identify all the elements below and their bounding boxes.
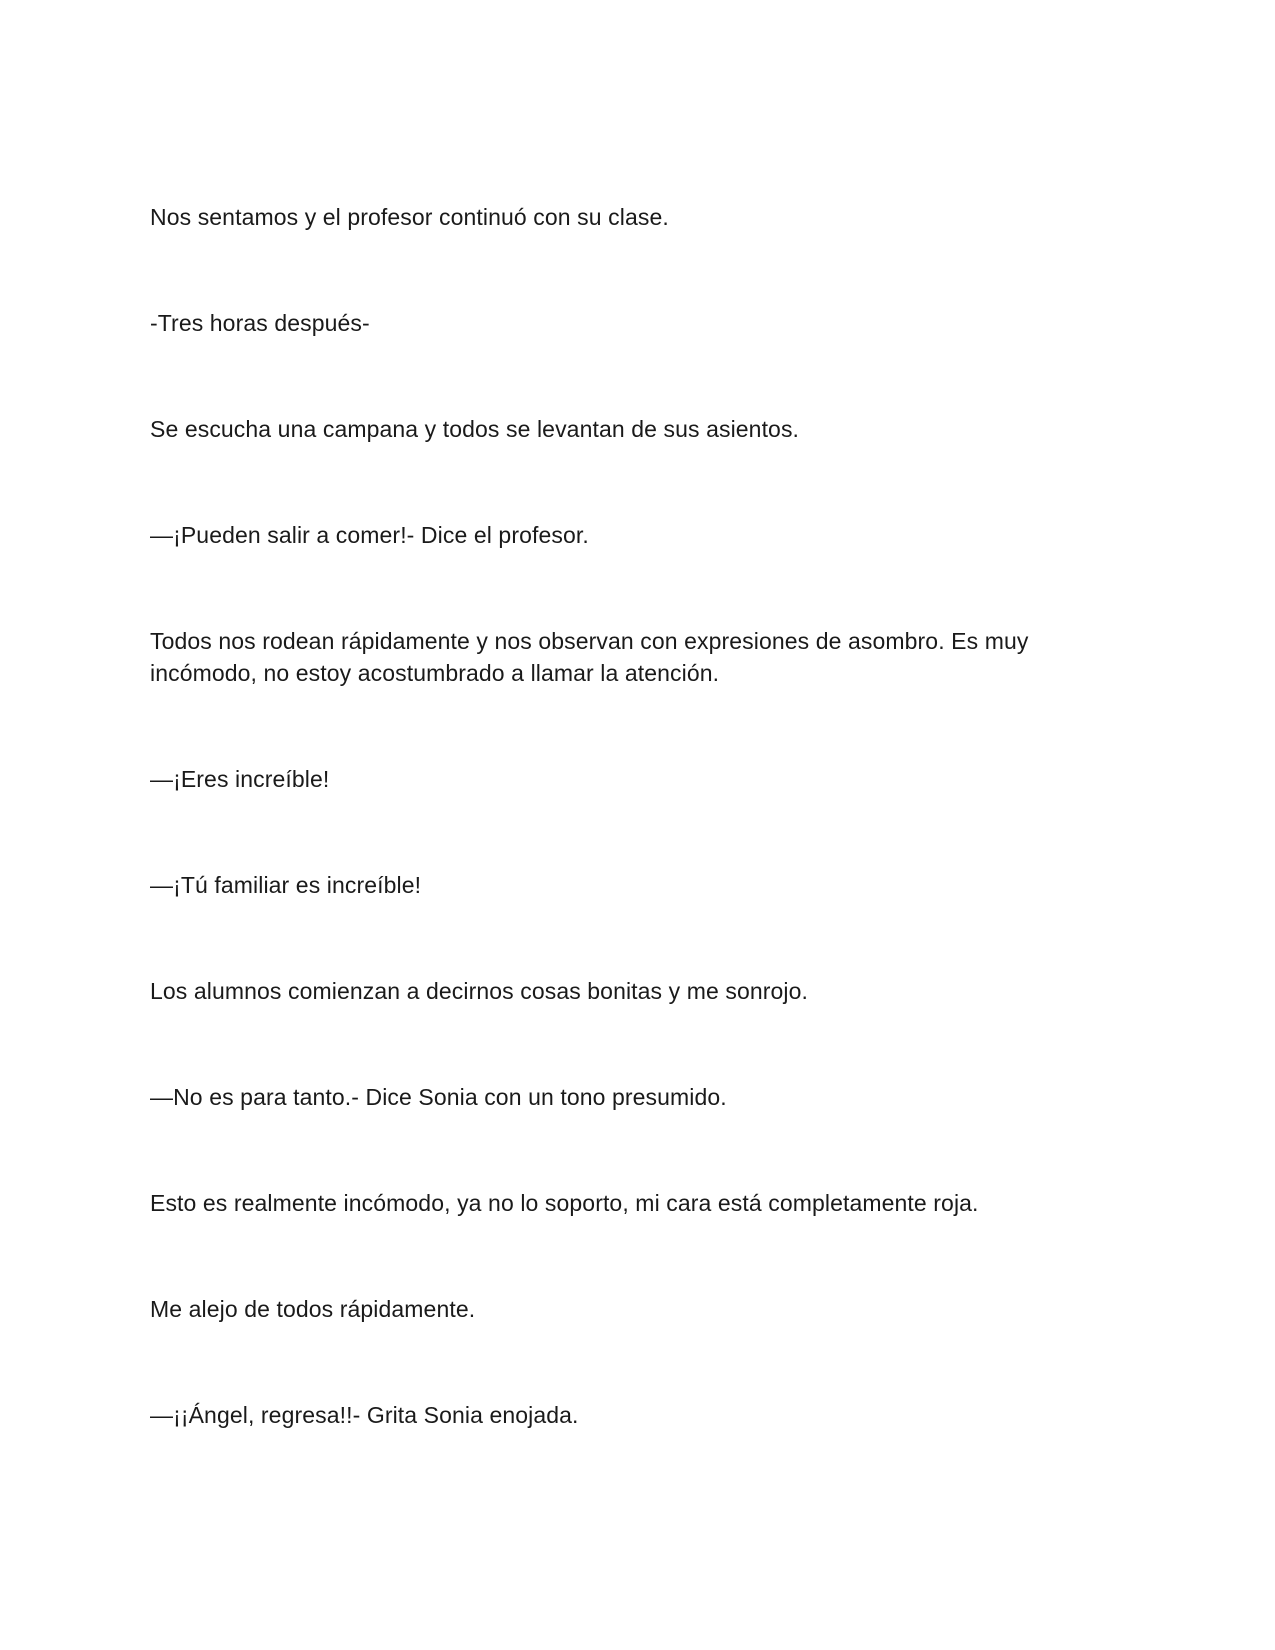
paragraph: Se escucha una campana y todos se levantan de sus asientos. — [150, 416, 800, 442]
paragraph: —¡Pueden salir a comer!- Dice el profesor. — [150, 522, 589, 548]
paragraph: Nos sentamos y el profesor continuó con su clase. — [150, 204, 669, 230]
paragraph: —No es para tanto.- Dice Sonia con un tono presumido. — [150, 1084, 727, 1110]
paragraph: —¡Tú familiar es increíble! — [150, 872, 422, 898]
paragraph: Los alumnos comienzan a decirnos cosas bonitas y me sonrojo. — [150, 978, 809, 1004]
paragraph: Esto es realmente incómodo, ya no lo soporto, mi cara está completamente roja. — [150, 1190, 979, 1216]
paragraph: Todos nos rodean rápidamente y nos observan con expresiones de asombro. Es muy incómodo, no estoy acostumbrado a llamar la atención. — [150, 628, 1029, 686]
paragraph: —¡¡Ángel, regresa!!- Grita Sonia enojada. — [150, 1402, 579, 1428]
paragraph: Me alejo de todos rápidamente. — [150, 1296, 476, 1322]
paragraph: —¡Eres increíble! — [150, 766, 330, 792]
paragraph: -Tres horas después- — [150, 310, 370, 336]
